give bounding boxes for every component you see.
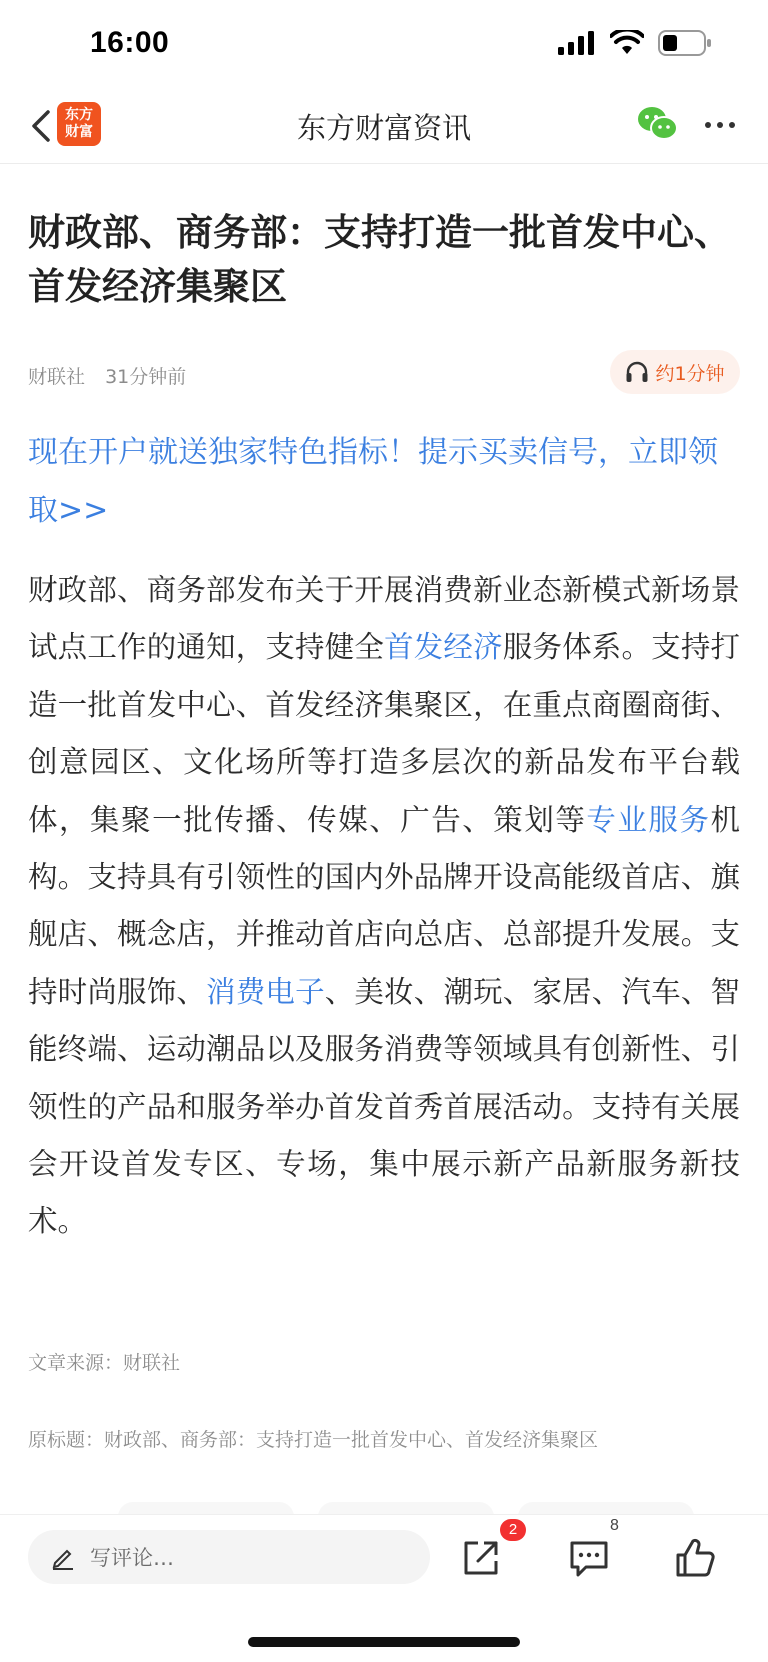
- body-text: 财政部、商务部发布关于开展消费新业态新模式新场景试点工作的通知，支持健全: [28, 573, 740, 665]
- status-time: 16:00: [90, 26, 170, 59]
- promo-link[interactable]: 现在开户就送独家特色指标！提示买卖信号，立即领取>>: [28, 435, 718, 528]
- status-icons: [558, 30, 712, 56]
- battery-icon: [658, 30, 712, 56]
- article-time: 31分钟前: [105, 366, 187, 388]
- keyword-link-first-launch-economy[interactable]: 首发经济: [384, 630, 503, 665]
- listen-button[interactable]: [610, 350, 740, 394]
- article-source-line: 文章来源：财联社: [28, 1352, 181, 1374]
- like-thumbs-up-icon[interactable]: [672, 1535, 718, 1581]
- bottom-toolbar: [0, 1514, 768, 1662]
- listen-duration: 约1分钟: [655, 362, 725, 385]
- brand-logo[interactable]: 东方 财富: [57, 102, 101, 146]
- signal-icon: [558, 31, 596, 55]
- comment-icon[interactable]: [566, 1535, 612, 1581]
- original-title-line: 原标题：财政部、商务部：支持打造一批首发中心、首发经济集聚区: [28, 1429, 599, 1451]
- keyword-link-consumer-electronics[interactable]: 消费电子: [206, 974, 325, 1009]
- share-count-badge: 2: [500, 1519, 526, 1541]
- nav-bar: [0, 88, 768, 164]
- status-bar: [0, 0, 768, 88]
- share-icon[interactable]: [458, 1535, 504, 1581]
- comment-placeholder: 写评论…: [90, 1546, 174, 1570]
- headphones-icon: [625, 361, 649, 383]
- comment-input[interactable]: [28, 1530, 430, 1584]
- more-icon[interactable]: [700, 110, 740, 140]
- body-text: 、美妆、潮玩、家居、汽车、智能终端、运动潮品以及服务消费等领域具有创新性、引领性的产品和服务举办首发首秀首展活动。支持有关展会开设首发专区、专场，集中展示新产品新服务新技术。: [28, 974, 740, 1239]
- article-meta: [28, 362, 200, 389]
- wechat-share-icon[interactable]: [636, 104, 680, 144]
- body-text: 服务体系。支持打造一批首发中心、首发经济集聚区，在重点商圈商街、创意园区、文化场所等打造多层次的新品发布平台载体，集聚一批传播、传媒、广告、策划等: [28, 630, 740, 837]
- page-title: 东方财富资讯: [296, 111, 471, 145]
- home-indicator: [248, 1637, 520, 1647]
- pencil-icon: [50, 1544, 76, 1570]
- comment-count: 8: [610, 1517, 619, 1534]
- body-text: 机构。支持具有引领性的国内外品牌开设高能级首店、旗舰店、概念店，并推动首店向总店、总部提升发展。支持时尚服饰、: [28, 802, 740, 1009]
- article-body: [28, 562, 740, 1251]
- wifi-icon: [610, 30, 644, 56]
- article-source[interactable]: 财联社: [28, 366, 86, 388]
- keyword-link-professional-services[interactable]: 专业服务: [586, 802, 711, 837]
- article-headline: 财政部、商务部：支持打造一批首发中心、首发经济集聚区: [28, 211, 731, 308]
